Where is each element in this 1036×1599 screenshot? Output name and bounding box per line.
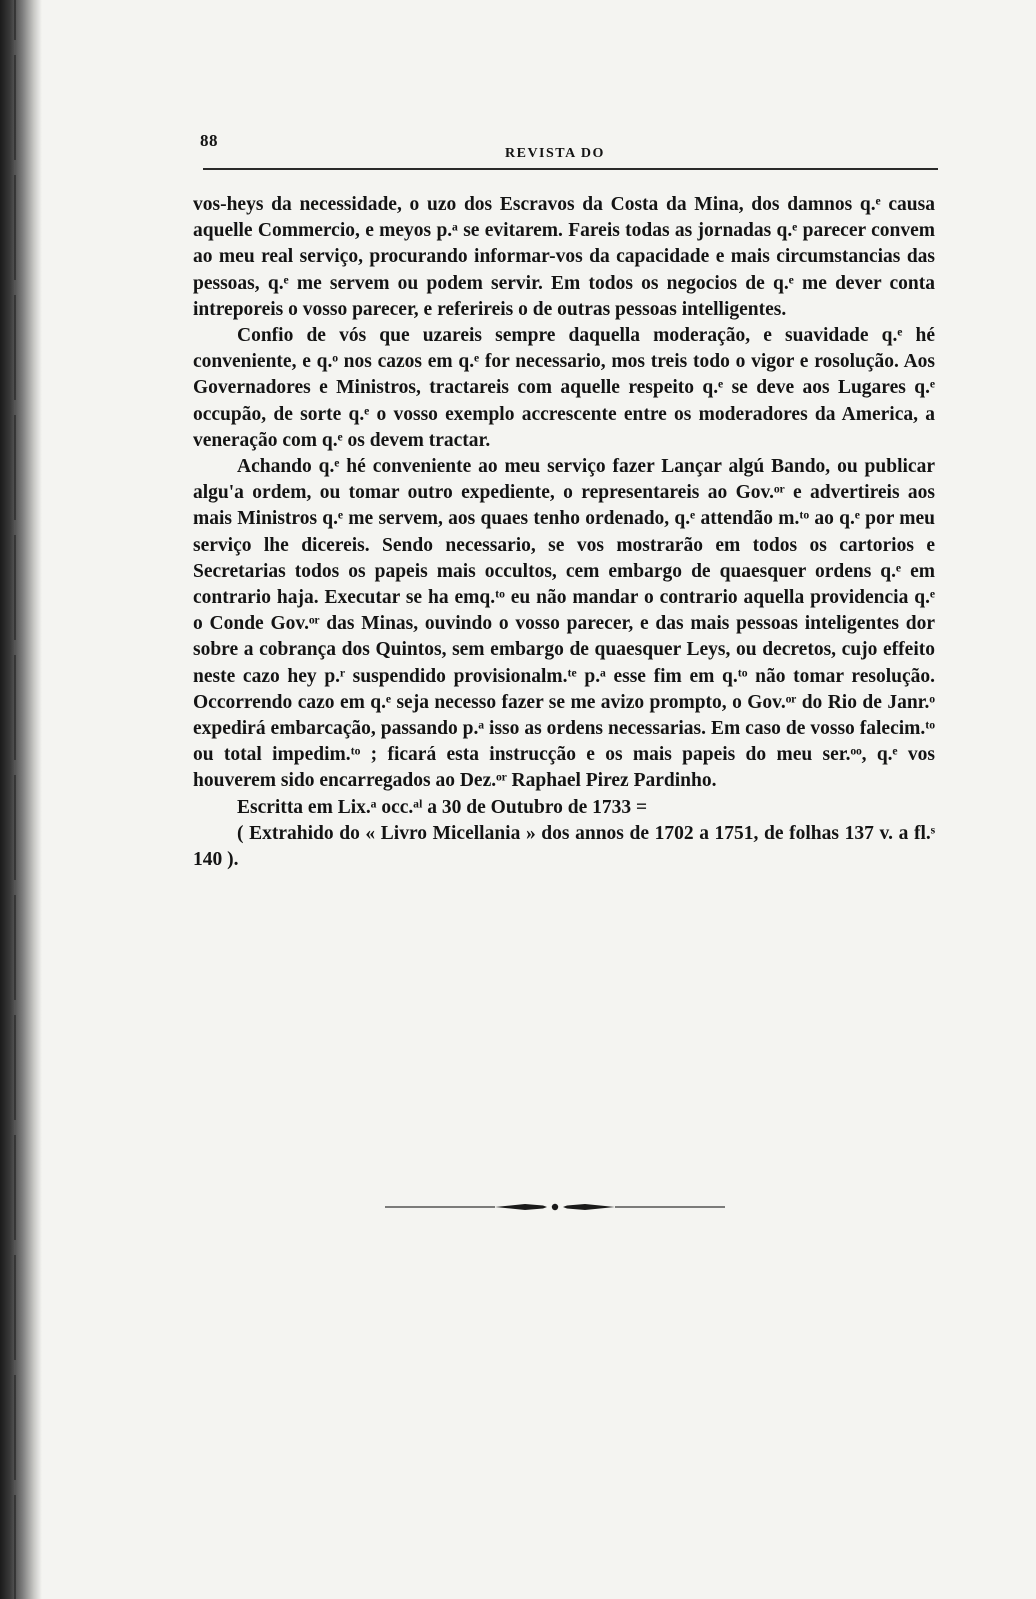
book-binding-edge (0, 0, 42, 1599)
end-ornament (385, 1196, 725, 1218)
paragraph-3: Achando q.ᵉ hé conveniente ao meu serviço fazer Lançar algú Bando, ou publicar algu'a ordem, ou tomar outro expediente, o representareis ao Gov.ᵒʳ e advertireis aos mais Ministros q.ᵉ me servem, aos quaes tenho ordenado, q.ᵉ attendão m.ᵗᵒ ao q.ᵉ por meu serviço lhe dicereis. Sendo necessario, se vos mostrarão em todos os cartorios e Secretarias todos os papeis mais occultos, cem embargo de quaesquer ordens q.ᵉ em contrario haja. Executar se ha emq.ᵗᵒ eu não mandar o contrario aquella providencia q.ᵉ o Conde Gov.ᵒʳ das Minas, ouvindo o vosso parecer, e das mais pessoas inteligentes dor sobre a cobrança dos Quintos, sem embargo de quaesquer Leys, ou decretos, cujo effeito neste cazo hey p.ʳ suspendido provisionalm.ᵗᵉ p.ᵃ esse fim em q.ᵗᵒ não tomar resolução. Occorrendo cazo em q.ᵉ seja necesso fazer se me avizo prompto, o Gov.ᵒʳ do Rio de Janr.ᵒ expedirá embarcação, passando p.ᵃ isso as ordens necessarias. Em caso de vosso falecim.ᵗᵒ ou total impedim.ᵗᵒ ; ficará esta instrucção e os mais papeis do meu ser.ᵒᵒ, q.ᵉ vos houverem sido encarregados ao Dez.ᵒʳ Raphael Pirez Pardinho. (193, 456, 935, 792)
header-rule (203, 168, 938, 170)
page-number: 88 (200, 131, 218, 150)
signature-line: Escritta em Lix.ᵃ occ.ᵃˡ a 30 de Outubro de 1733 = (237, 796, 648, 818)
source-note: ( Extrahido do « Livro Micellania » dos annos de 1702 a 1751, de folhas 137 v. a fl.ˢ 140 ). (193, 822, 935, 871)
running-head: REVISTA DO (505, 146, 605, 161)
paragraph-1: vos-heys da necessidade, o uzo dos Escravos da Costa da Mina, dos damnos q.ᵉ causa aquelle Commercio, e meyos p.ᵃ se evitarem. Fareis todas as jornadas q.ᵉ parecer convem ao meu real serviço, procurando informar-vos da capacidade e mais circumstancias das pessoas, q.ᵉ me servem ou podem servir. Em todos os negocios de q.ᵉ me dever conta intreporeis o vosso parecer, e referireis o de outras pessoas intelligentes. (193, 194, 935, 320)
paragraph-2: Confio de vós que uzareis sempre daquella moderação, e suavidade q.ᵉ hé conveniente, e q.ᵒ nos cazos em q.ᵉ for necessario, mos treis todo o vigor e rosolução. Aos Governadores e Ministros, tractareis com aquelle respeito q.ᵉ se deve aos Lugares q.ᵉ occupão, de sorte q.ᵉ o vosso exemplo accrescente entre os moderadores da America, a veneração com q.ᵉ os devem tractar. (193, 325, 935, 451)
body-text (193, 192, 935, 873)
